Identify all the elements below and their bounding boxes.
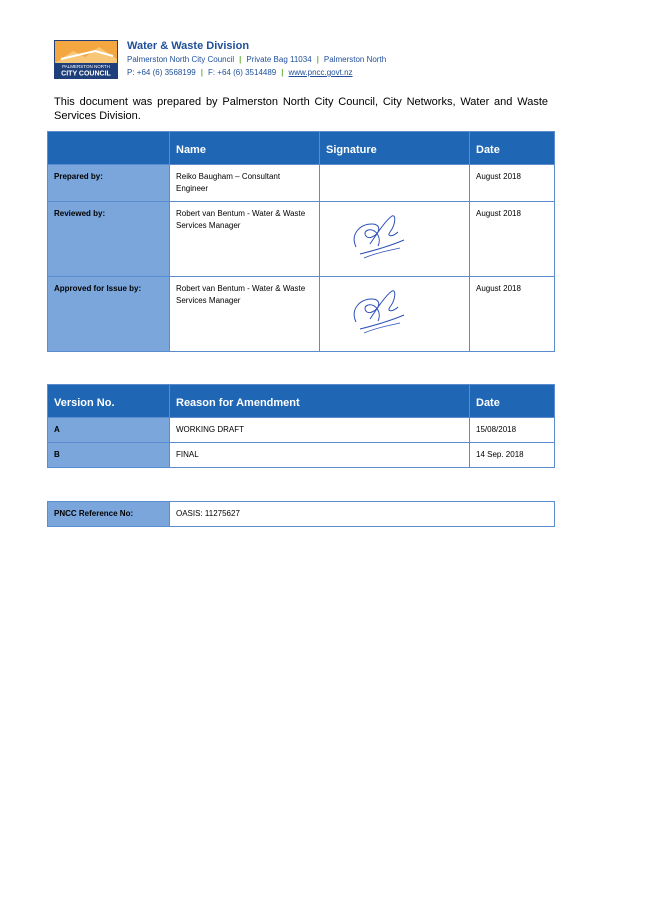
version-row: [48, 418, 555, 443]
row-name: Robert van Bentum - Water & Waste Services Manager: [170, 202, 320, 277]
row-label: Reviewed by:: [48, 202, 170, 277]
fax-number: F: +64 (6) 3514489: [207, 68, 277, 77]
address-line: Palmerston North City Council | Private Bag 11034 | Palmerston North: [127, 55, 387, 64]
row-label: Prepared by:: [48, 165, 170, 202]
version-date: 14 Sep. 2018: [470, 443, 555, 468]
row-signature: [320, 277, 470, 352]
version-row: [48, 443, 555, 468]
version-reason: FINAL: [170, 443, 470, 468]
approvals-header-row: [48, 132, 555, 165]
phone-number: P: +64 (6) 3568199: [127, 68, 196, 77]
website-link[interactable]: www.pncc.govt.nz: [288, 68, 353, 77]
row-name: Reiko Baugham – Consultant Engineer: [170, 165, 320, 202]
header-name: Name: [170, 132, 320, 165]
approvals-table: [47, 131, 555, 352]
header-reason: Reason for Amendment: [170, 385, 470, 418]
approval-row-prepared: [48, 165, 555, 202]
address-council: Palmerston North City Council: [127, 55, 235, 64]
approval-row-approved: [48, 277, 555, 352]
row-date: August 2018: [470, 202, 555, 277]
header-signature: Signature: [320, 132, 470, 165]
signature-image: [320, 202, 470, 274]
contact-line: P: +64 (6) 3568199 | F: +64 (6) 3514489 | www.pncc.govt.nz: [127, 68, 353, 77]
row-name: Robert van Bentum - Water & Waste Services Manager: [170, 277, 320, 352]
header-blank: [48, 132, 170, 165]
row-date: August 2018: [470, 165, 555, 202]
approval-row-reviewed: [48, 202, 555, 277]
version-number: B: [48, 443, 170, 468]
reference-row: [48, 502, 555, 527]
reference-value: OASIS: 11275627: [170, 502, 555, 527]
address-bag: Private Bag 11034: [246, 55, 312, 64]
intro-paragraph: This document was prepared by Palmerston North City Council, City Networks, Water and Waste Services Division.: [54, 96, 548, 122]
signature-image: [320, 277, 470, 349]
header-date: Date: [470, 132, 555, 165]
letterhead: [54, 40, 554, 80]
row-label: Approved for Issue by:: [48, 277, 170, 352]
version-table: [47, 384, 555, 468]
header-date: Date: [470, 385, 555, 418]
reference-label: PNCC Reference No:: [48, 502, 170, 527]
logo-text-bottom: CITY COUNCIL: [61, 70, 111, 78]
logo-text-top: PALMERSTON NORTH: [62, 64, 110, 69]
row-signature-empty: [320, 165, 470, 202]
version-date: 15/08/2018: [470, 418, 555, 443]
version-number: A: [48, 418, 170, 443]
division-title: Water & Waste Division: [127, 40, 250, 52]
reference-table: [47, 501, 555, 527]
version-reason: WORKING DRAFT: [170, 418, 470, 443]
header-version: Version No.: [48, 385, 170, 418]
row-signature: [320, 202, 470, 277]
address-city: Palmerston North: [323, 55, 387, 64]
council-logo: [54, 40, 118, 79]
row-date: August 2018: [470, 277, 555, 352]
version-header-row: [48, 385, 555, 418]
